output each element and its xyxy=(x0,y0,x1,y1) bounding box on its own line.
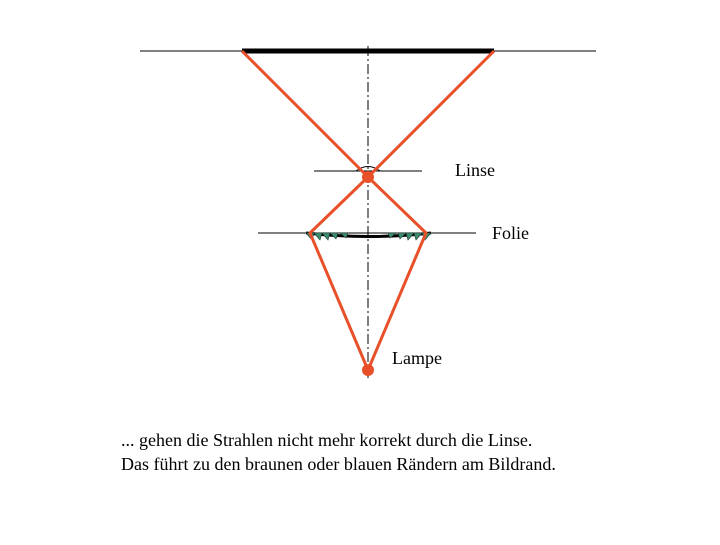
caption xyxy=(121,428,556,476)
caption-line-1: ... gehen die Strahlen nicht mehr korrekt durch die Linse. xyxy=(121,430,533,450)
foil-label: Folie xyxy=(492,223,530,243)
ray-right xyxy=(368,51,494,370)
ray-left xyxy=(242,51,368,370)
lamp-label: Lampe xyxy=(392,348,442,368)
lamp-point xyxy=(362,364,374,376)
lens-point xyxy=(362,171,374,183)
caption-line-2: Das führt zu den braunen oder blauen Rändern am Bildrand. xyxy=(121,454,556,474)
lens-label: Linse xyxy=(455,160,495,180)
